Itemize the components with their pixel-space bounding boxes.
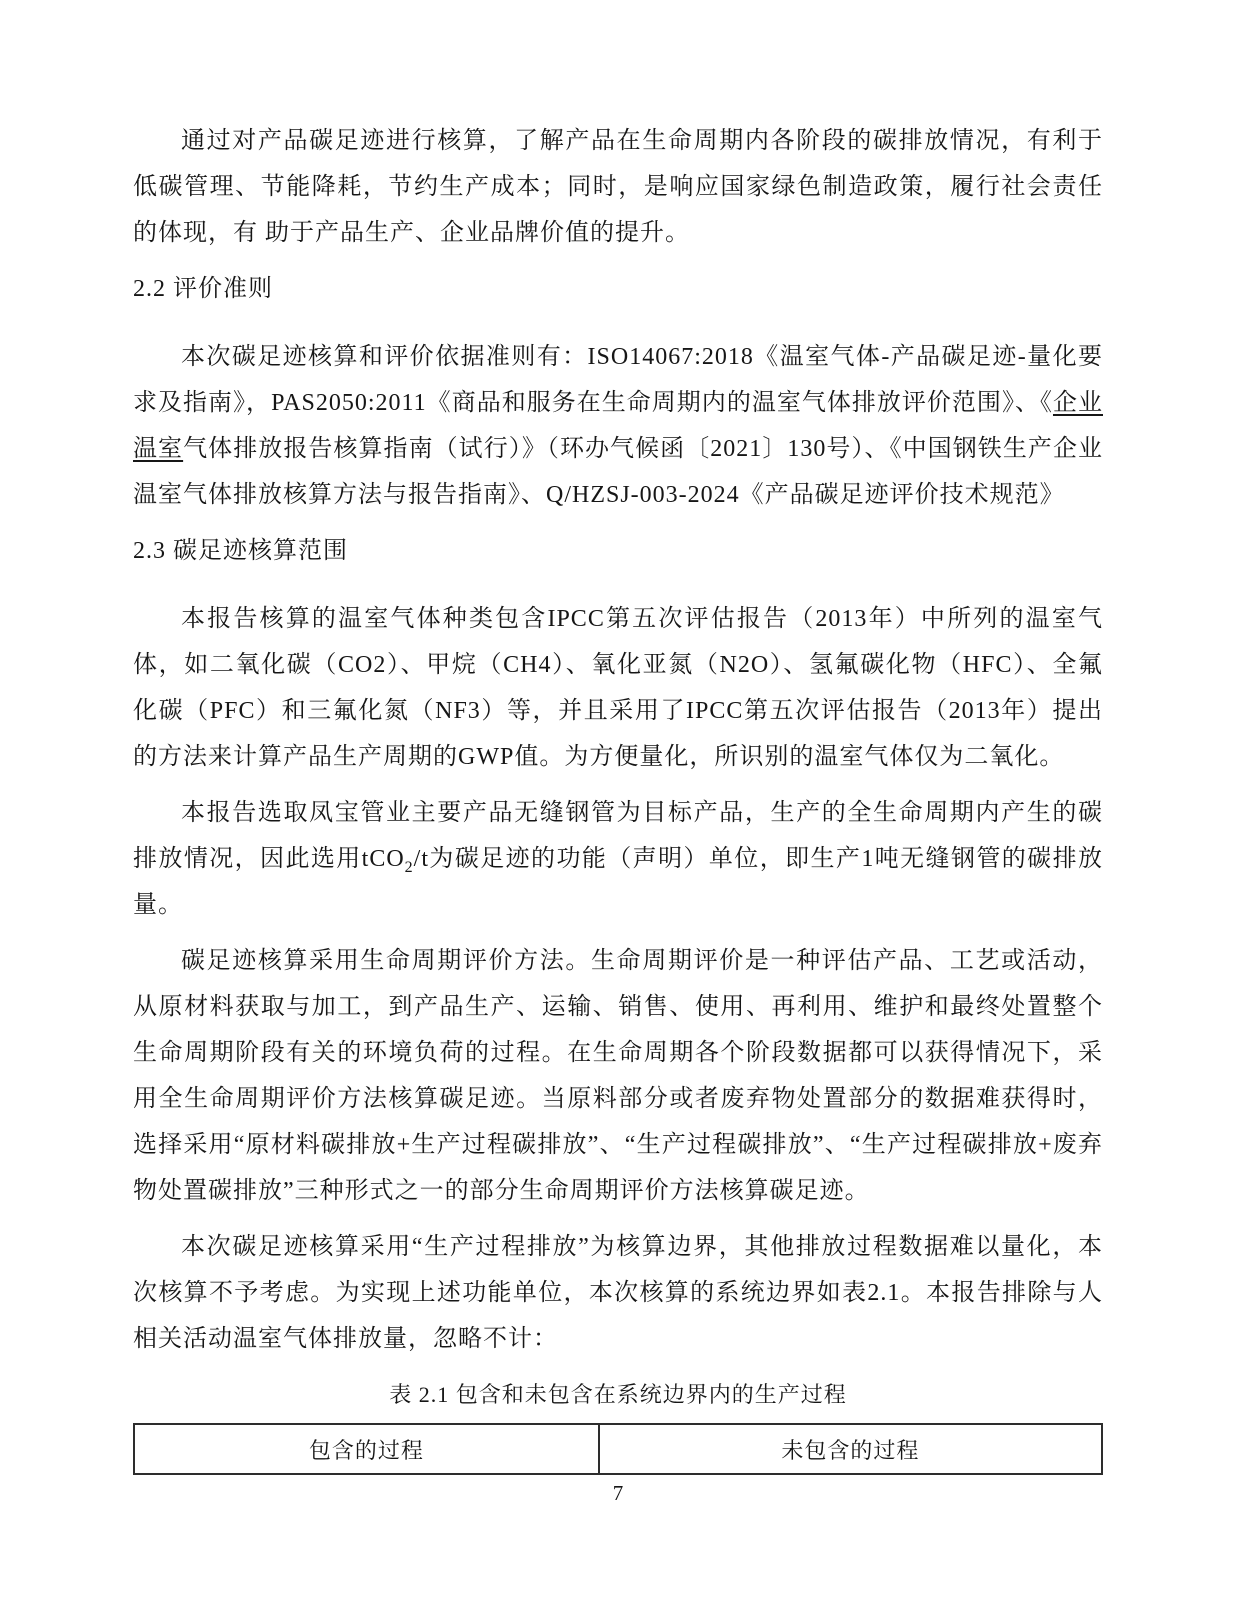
table-header-row [134,1424,1102,1474]
system-boundary-table [133,1423,1103,1475]
paragraph-boundary: 本次碳足迹核算采用“生产过程排放”为核算边界，其他排放过程数据难以量化，本次核算不予考虑。为实现上述功能单位，本次核算的系统边界如表2.1。本报告排除与人相关活动温室气体排放量，忽略不计： [133,1234,1103,1352]
paragraph-functional-unit-text-cont: /t为碳足迹的功能（声明）单位，即生产1吨无缝钢管的碳排放量。 [133,846,1103,918]
paragraph-intro: 通过对产品碳足迹进行核算，了解产品在生命周期内各阶段的碳排放情况，有利于低碳管理、节能降耗，节约生产成本；同时，是响应国家绿色制造政策，履行社会责任的体现，有 助于产品生产、企业品牌价值的提升。 [133,128,1103,246]
paragraph-functional-unit [133,790,1103,928]
table-header-excluded-processes: 未包含的过程 [599,1424,1102,1474]
section-heading-2-3: 2.3 碳足迹核算范围 [133,538,348,564]
paragraph-standards-underlined-text: 企业温室 [133,390,1103,462]
table-header-included-processes: 包含的过程 [134,1424,599,1474]
paragraph-standards-text: 本次碳足迹核算和评价依据准则有：ISO14067:2018《温室气体-产品碳足迹-量化要求及指南》，PAS2050:2011《商品和服务在生命周期内的温室气体排放评价范围》、《 [133,344,1103,416]
section-heading-2-2: 2.2 评价准则 [133,276,273,302]
paragraph-lca-method: 碳足迹核算采用生命周期评价方法。生命周期评价是一种评估产品、工艺或活动，从原材料获取与加工，到产品生产、运输、销售、使用、再利用、维护和最终处置整个生命周期阶段有关的环境负荷的过程。在生命周期各个阶段数据都可以获得情况下，采用全生命周期评价方法核算碳足迹。当原料部分或者废弃物处置部分的数据难获得时，选择采用“原材料碳排放+生产过程碳排放”、“生产过程碳排放”、“生产过程碳排放+废弃物处置碳排放”三种形式之一的部分生命周期评价方法核算碳足迹。 [133,948,1103,1204]
paragraph-standards [133,334,1103,518]
paragraph-ghg-types: 本报告核算的温室气体种类包含IPCC第五次评估报告（2013年）中所列的温室气体，如二氧化碳（CO2）、甲烷（CH4）、氧化亚氮（N2O）、氢氟碳化物（HFC）、全氟化碳（PFC）和三氟化氮（NF3）等，并且采用了IPCC第五次评估报告（2013年）提出的方法来计算产品生产周期的GWP值。为方便量化，所识别的温室气体仅为二氧化。 [133,606,1103,770]
page-number: 7 [612,1481,624,1505]
paragraph-functional-unit-text: 本报告选取凤宝管业主要产品无缝钢管为目标产品，生产的全生命周期内产生的碳排放情况，因此选用tCO [133,800,1103,872]
table-caption: 表 2.1 包含和未包含在系统边界内的生产过程 [389,1382,847,1407]
co2-subscript: 2 [404,858,414,876]
paragraph-standards-text-cont: 气体排放报告核算指南（试行）》（环办气候函〔2021〕130号）、《中国钢铁生产企业温室气体排放核算方法与报告指南》、Q/HZSJ-003-2024《产品碳足迹评价技术规范》 [133,436,1104,508]
